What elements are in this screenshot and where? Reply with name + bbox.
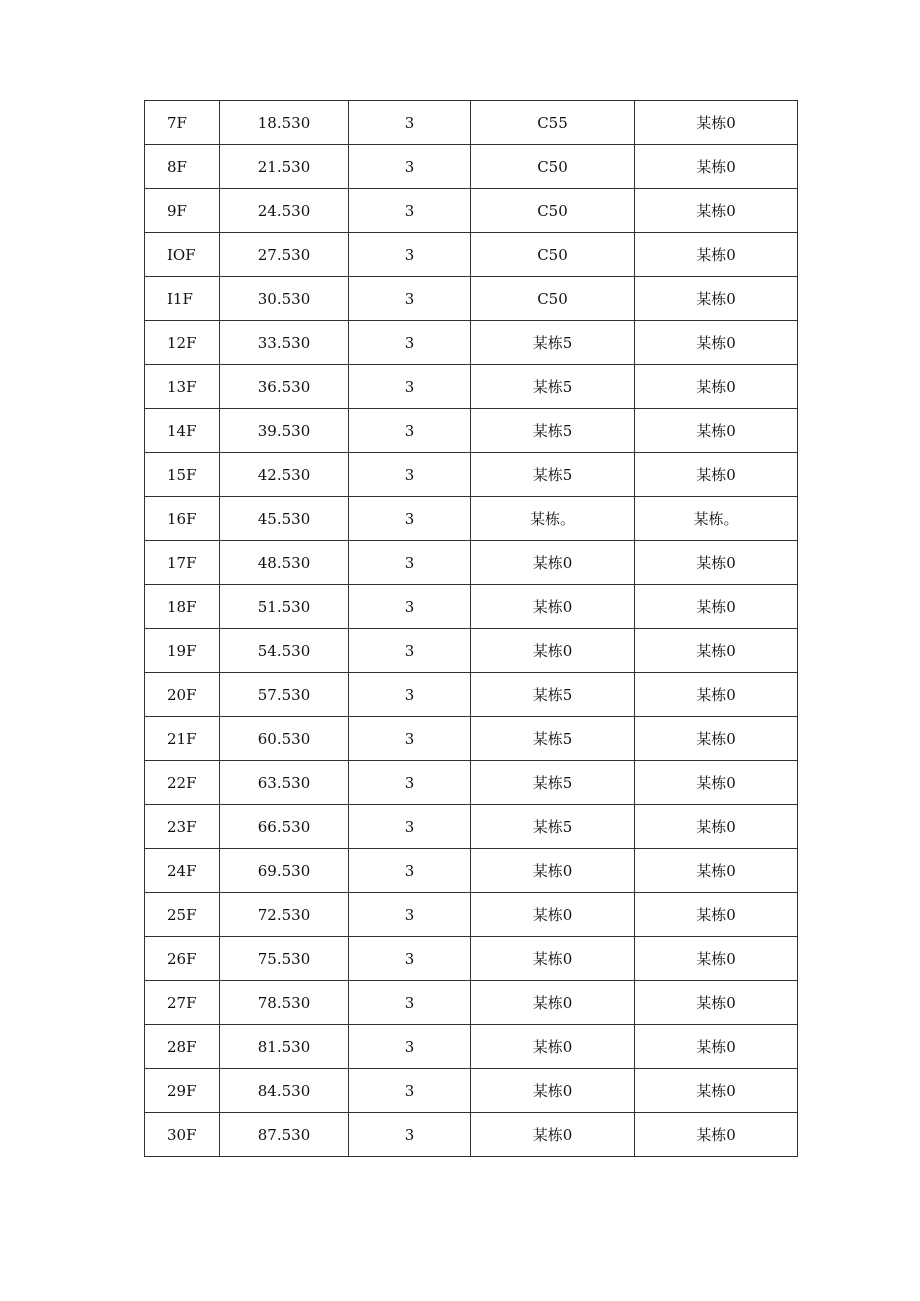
column-d-cell: 某栋0 — [471, 629, 635, 673]
height-cell: 3 — [349, 673, 471, 717]
column-e-cell: 某栋0 — [635, 409, 798, 453]
column-e-cell: 某栋0 — [635, 189, 798, 233]
height-cell: 3 — [349, 937, 471, 981]
column-d-cell: 某栋5 — [471, 761, 635, 805]
table-row — [145, 805, 798, 849]
height-cell: 3 — [349, 893, 471, 937]
column-d-cell: 某栋0 — [471, 849, 635, 893]
column-e-cell: 某栋0 — [635, 629, 798, 673]
elevation-cell: 18.530 — [220, 101, 349, 145]
floor-cell: 13F — [145, 365, 220, 409]
table-body — [145, 101, 798, 1157]
elevation-cell: 33.530 — [220, 321, 349, 365]
column-e-cell: 某栋0 — [635, 673, 798, 717]
column-e-cell: 某栋。 — [635, 497, 798, 541]
column-e-cell: 某栋0 — [635, 1113, 798, 1157]
column-d-cell: 某栋5 — [471, 673, 635, 717]
floor-cell: 30F — [145, 1113, 220, 1157]
column-d-cell: C50 — [471, 189, 635, 233]
table-row — [145, 893, 798, 937]
column-d-cell: 某栋0 — [471, 1025, 635, 1069]
column-e-cell: 某栋0 — [635, 937, 798, 981]
floor-cell: 14F — [145, 409, 220, 453]
table-row — [145, 849, 798, 893]
floor-cell: 23F — [145, 805, 220, 849]
table-row — [145, 1113, 798, 1157]
elevation-cell: 75.530 — [220, 937, 349, 981]
column-e-cell: 某栋0 — [635, 365, 798, 409]
height-cell: 3 — [349, 717, 471, 761]
floor-cell: 24F — [145, 849, 220, 893]
column-d-cell: 某栋。 — [471, 497, 635, 541]
height-cell: 3 — [349, 497, 471, 541]
floor-cell: 12F — [145, 321, 220, 365]
table-row — [145, 409, 798, 453]
table-row — [145, 981, 798, 1025]
column-e-cell: 某栋0 — [635, 101, 798, 145]
elevation-cell: 36.530 — [220, 365, 349, 409]
table-row — [145, 1069, 798, 1113]
column-e-cell: 某栋0 — [635, 981, 798, 1025]
column-d-cell: 某栋5 — [471, 365, 635, 409]
column-d-cell: 某栋0 — [471, 585, 635, 629]
elevation-cell: 24.530 — [220, 189, 349, 233]
height-cell: 3 — [349, 849, 471, 893]
elevation-cell: 78.530 — [220, 981, 349, 1025]
elevation-cell: 27.530 — [220, 233, 349, 277]
height-cell: 3 — [349, 145, 471, 189]
elevation-cell: 87.530 — [220, 1113, 349, 1157]
table-row — [145, 937, 798, 981]
table-row — [145, 365, 798, 409]
column-e-cell: 某栋0 — [635, 761, 798, 805]
column-e-cell: 某栋0 — [635, 233, 798, 277]
floor-cell: IOF — [145, 233, 220, 277]
elevation-cell: 66.530 — [220, 805, 349, 849]
column-d-cell: 某栋0 — [471, 1069, 635, 1113]
elevation-cell: 60.530 — [220, 717, 349, 761]
table-row — [145, 673, 798, 717]
floor-cell: 16F — [145, 497, 220, 541]
floor-cell: 28F — [145, 1025, 220, 1069]
height-cell: 3 — [349, 585, 471, 629]
column-d-cell: 某栋5 — [471, 321, 635, 365]
column-d-cell: C50 — [471, 145, 635, 189]
column-e-cell: 某栋0 — [635, 805, 798, 849]
elevation-cell: 84.530 — [220, 1069, 349, 1113]
elevation-cell: 81.530 — [220, 1025, 349, 1069]
elevation-cell: 57.530 — [220, 673, 349, 717]
elevation-cell: 72.530 — [220, 893, 349, 937]
floor-cell: 15F — [145, 453, 220, 497]
column-d-cell: 某栋5 — [471, 453, 635, 497]
table-row — [145, 497, 798, 541]
elevation-cell: 42.530 — [220, 453, 349, 497]
column-e-cell: 某栋0 — [635, 321, 798, 365]
floor-cell: 26F — [145, 937, 220, 981]
column-d-cell: 某栋0 — [471, 981, 635, 1025]
floor-table — [144, 100, 798, 1157]
height-cell: 3 — [349, 365, 471, 409]
floor-cell: 8F — [145, 145, 220, 189]
table-row — [145, 541, 798, 585]
column-d-cell: 某栋0 — [471, 893, 635, 937]
column-d-cell: C55 — [471, 101, 635, 145]
elevation-cell: 63.530 — [220, 761, 349, 805]
column-e-cell: 某栋0 — [635, 453, 798, 497]
column-d-cell: 某栋5 — [471, 409, 635, 453]
table-row — [145, 277, 798, 321]
height-cell: 3 — [349, 453, 471, 497]
column-e-cell: 某栋0 — [635, 717, 798, 761]
table-row — [145, 453, 798, 497]
floor-cell: 21F — [145, 717, 220, 761]
height-cell: 3 — [349, 101, 471, 145]
elevation-cell: 30.530 — [220, 277, 349, 321]
table-row — [145, 321, 798, 365]
height-cell: 3 — [349, 1025, 471, 1069]
height-cell: 3 — [349, 1069, 471, 1113]
floor-cell: 25F — [145, 893, 220, 937]
height-cell: 3 — [349, 233, 471, 277]
elevation-cell: 69.530 — [220, 849, 349, 893]
column-e-cell: 某栋0 — [635, 145, 798, 189]
elevation-cell: 54.530 — [220, 629, 349, 673]
floor-cell: 27F — [145, 981, 220, 1025]
table-row — [145, 761, 798, 805]
column-d-cell: C50 — [471, 277, 635, 321]
height-cell: 3 — [349, 761, 471, 805]
floor-cell: I1F — [145, 277, 220, 321]
column-d-cell: 某栋0 — [471, 1113, 635, 1157]
floor-cell: 22F — [145, 761, 220, 805]
height-cell: 3 — [349, 541, 471, 585]
floor-cell: 9F — [145, 189, 220, 233]
height-cell: 3 — [349, 805, 471, 849]
height-cell: 3 — [349, 321, 471, 365]
table-row — [145, 101, 798, 145]
table-row — [145, 629, 798, 673]
elevation-cell: 21.530 — [220, 145, 349, 189]
floor-cell: 29F — [145, 1069, 220, 1113]
floor-cell: 20F — [145, 673, 220, 717]
column-d-cell: 某栋5 — [471, 717, 635, 761]
column-d-cell: C50 — [471, 233, 635, 277]
floor-cell: 7F — [145, 101, 220, 145]
column-d-cell: 某栋0 — [471, 937, 635, 981]
floor-cell: 19F — [145, 629, 220, 673]
column-e-cell: 某栋0 — [635, 849, 798, 893]
elevation-cell: 45.530 — [220, 497, 349, 541]
column-e-cell: 某栋0 — [635, 1025, 798, 1069]
column-e-cell: 某栋0 — [635, 893, 798, 937]
height-cell: 3 — [349, 1113, 471, 1157]
floor-cell: 17F — [145, 541, 220, 585]
column-d-cell: 某栋0 — [471, 541, 635, 585]
column-e-cell: 某栋0 — [635, 585, 798, 629]
height-cell: 3 — [349, 409, 471, 453]
floor-cell: 18F — [145, 585, 220, 629]
column-d-cell: 某栋5 — [471, 805, 635, 849]
column-e-cell: 某栋0 — [635, 1069, 798, 1113]
table-row — [145, 585, 798, 629]
elevation-cell: 51.530 — [220, 585, 349, 629]
height-cell: 3 — [349, 981, 471, 1025]
table-row — [145, 189, 798, 233]
column-e-cell: 某栋0 — [635, 541, 798, 585]
column-e-cell: 某栋0 — [635, 277, 798, 321]
height-cell: 3 — [349, 277, 471, 321]
elevation-cell: 39.530 — [220, 409, 349, 453]
table-row — [145, 1025, 798, 1069]
height-cell: 3 — [349, 189, 471, 233]
table-row — [145, 145, 798, 189]
elevation-cell: 48.530 — [220, 541, 349, 585]
table-row — [145, 233, 798, 277]
height-cell: 3 — [349, 629, 471, 673]
table-row — [145, 717, 798, 761]
